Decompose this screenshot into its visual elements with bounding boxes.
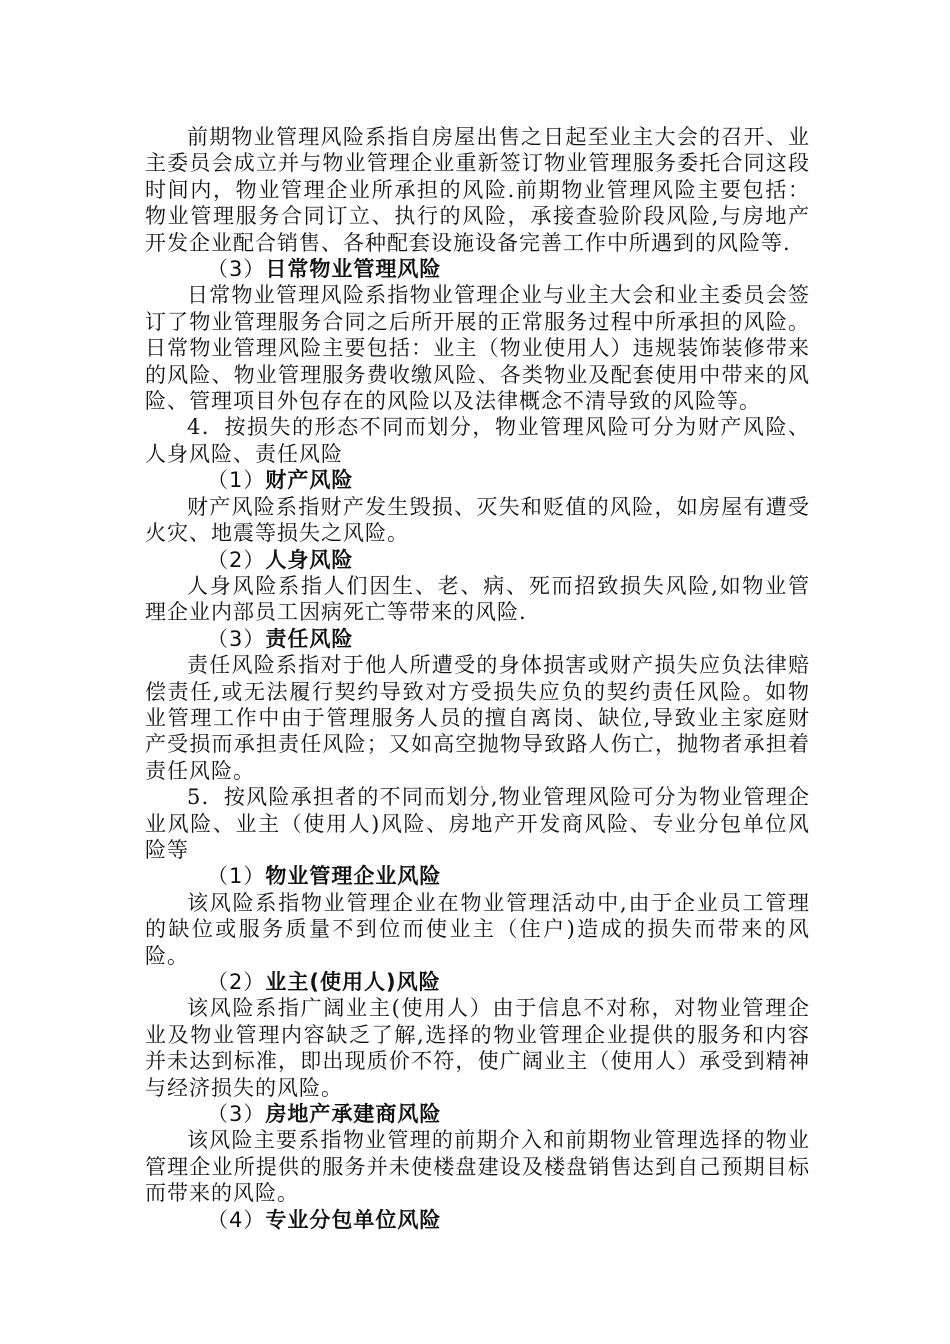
heading-number: （2） (207, 547, 266, 572)
heading-number: （2） (207, 970, 266, 994)
heading-number: （1） (207, 468, 266, 493)
heading-number: （1） (207, 864, 266, 889)
section-heading (145, 863, 810, 889)
paragraph: 5．按风险承担者的不同而划分,物业管理风险可分为物业管理企业风险、业主（使用人)风险、房地产开发商风险、专业分包单位风险等 (145, 785, 810, 862)
section-heading (145, 1207, 810, 1233)
section-heading (145, 467, 810, 493)
section-heading (145, 1101, 810, 1127)
paragraph: 4．按损失的形态不同而划分，物业管理风险可分为财产风险、人身风险、责任风险 (145, 415, 810, 466)
heading-number: （3） (207, 1102, 266, 1127)
paragraph: 人身风险系指人们因生、老、病、死而招致损失风险,如物业管理企业内部员工因病死亡等带来的风险. (145, 573, 810, 625)
section-heading (145, 626, 810, 652)
heading-text: 专业分包单位风险 (265, 1207, 442, 1232)
heading-text: 人身风险 (265, 547, 354, 572)
heading-number: （3） (207, 626, 266, 651)
heading-text: 责任风险 (265, 626, 354, 651)
heading-text: 房地产承建商风险 (265, 1102, 442, 1127)
paragraph: 前期物业管理风险系指自房屋出售之日起至业主大会的召开、业主委员会成立并与物业管理企业重新签订物业管理服务委托合同这段时间内，物业管理企业所承担的风险.前期物业管理风险主要包括：物业管理服务合同订立、执行的风险，承接查验阶段风险,与房地产开发企业配合销售、各种配套设施设备完善工作中所遇到的风险等. (145, 125, 810, 255)
section-heading (145, 547, 810, 573)
document-body (145, 124, 810, 1233)
paragraph: 责任风险系指对于他人所遭受的身体损害或财产损失应负法律赔偿责任,或无法履行契约导致对方受损失应负的契约责任风险。如物业管理工作中由于管理服务人员的擅自离岗、缺位,导致业主家庭财产受损而承担责任风险；又如高空抛物导致路人伤亡，抛物者承担着责任风险。 (145, 653, 810, 783)
heading-number: （4） (207, 1207, 266, 1232)
heading-text: 财产风险 (265, 468, 354, 493)
paragraph: 日常物业管理风险系指物业管理企业与业主大会和业主委员会签订了物业管理服务合同之后所开展的正常服务过程中所承担的风险。日常物业管理风险主要包括：业主（物业使用人）违规装饰装修带来的风险、物业管理服务费收缴风险、各类物业及配套使用中带来的风险、管理项目外包存在的风险以及法律概念不清导致的风险等。 (145, 283, 810, 414)
heading-text: 业主(使用人)风险 (265, 970, 441, 994)
heading-text: 物业管理企业风险 (265, 864, 442, 889)
section-heading (145, 969, 810, 995)
heading-number: （3） (207, 257, 266, 282)
paragraph: 该风险主要系指物业管理的前期介入和前期物业管理选择的物业管理企业所提供的服务并未使楼盘建设及楼盘销售达到自己预期目标而带来的风险。 (145, 1128, 810, 1206)
heading-text: 日常物业管理风险 (265, 257, 442, 282)
section-heading (145, 256, 810, 282)
paragraph: 该风险系指物业管理企业在物业管理活动中,由于企业员工管理的缺位或服务质量不到位而使业主（住户)造成的损失而带来的风险。 (145, 890, 810, 968)
paragraph: 财产风险系指财产发生毁损、灭失和贬值的风险，如房屋有遭受火灾、地震等损失之风险。 (145, 494, 810, 546)
paragraph: 该风险系指广阔业主(使用人）由于信息不对称，对物业管理企业及物业管理内容缺乏了解,选择的物业管理企业提供的服务和内容并未达到标准，即出现质价不符，使广阔业主（使用人）承受到精神与经济损失的风险。 (145, 996, 810, 1100)
